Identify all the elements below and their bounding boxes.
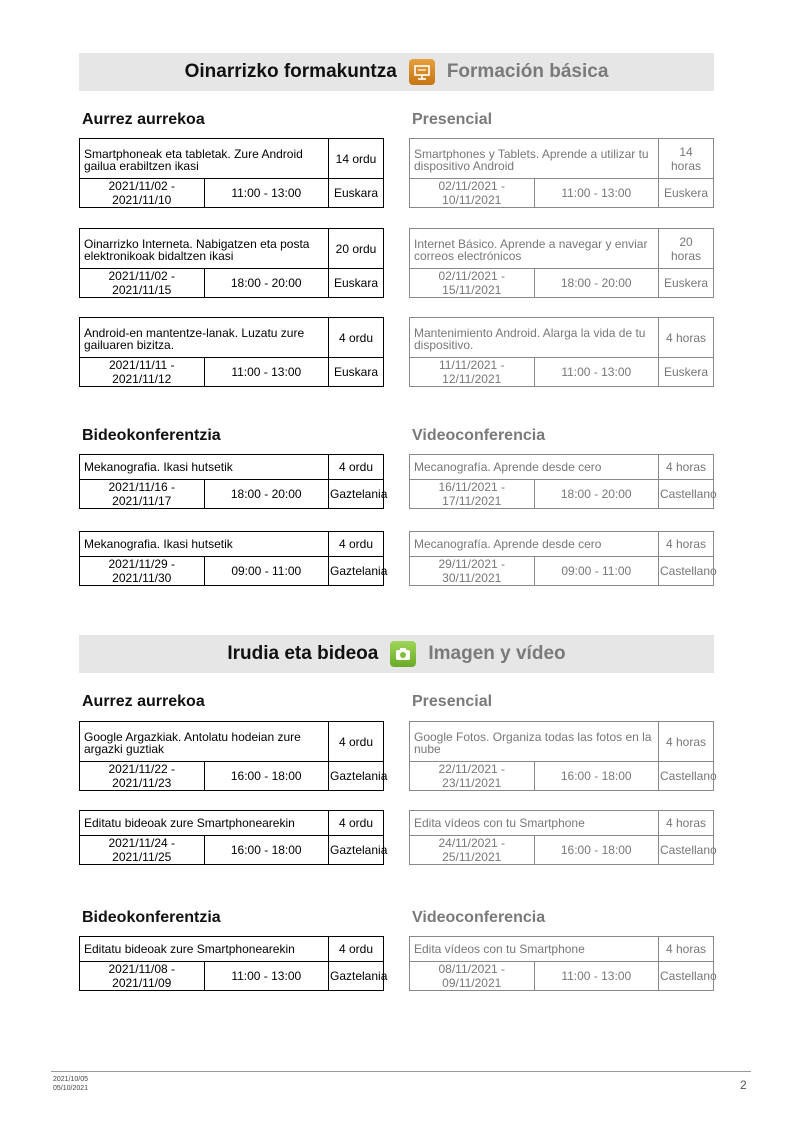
course-title: Mekanografia. Ikasi hutsetik <box>80 455 329 480</box>
course-hours: 4 horas <box>659 937 714 962</box>
section-header-image-video <box>79 635 714 673</box>
course-dates: 2021/11/02 - 2021/11/10 <box>80 179 205 208</box>
course-time: 16:00 - 18:00 <box>534 762 659 791</box>
course-language: Castellano <box>659 480 714 509</box>
course-language: Euskera <box>659 179 714 208</box>
course-title: Mantenimiento Android. Alarga la vida de tu dispositivo. <box>410 318 659 358</box>
course-hours: 4 horas <box>659 532 714 557</box>
footer-date-es: 05/10/2021 <box>53 1085 89 1092</box>
course-dates: 02/11/2021 - 10/11/2021 <box>410 179 535 208</box>
course-dates: 24/11/2021 - 25/11/2021 <box>410 836 535 865</box>
course-language: Euskera <box>659 358 714 387</box>
course-title: Oinarrizko Interneta. Nabigatzen eta posta elektronikoak bidaltzen ikasi <box>80 229 329 269</box>
course-time: 11:00 - 13:00 <box>204 358 329 387</box>
course-language: Castellano <box>659 762 714 791</box>
course-time: 18:00 - 20:00 <box>204 480 329 509</box>
course-table-es <box>409 531 717 586</box>
course-time: 18:00 - 20:00 <box>204 269 329 298</box>
course-dates: 2021/11/02 - 2021/11/15 <box>80 269 205 298</box>
section-title-es: Formación básica <box>446 61 609 82</box>
course-time: 11:00 - 13:00 <box>204 179 329 208</box>
course-table-es <box>409 721 717 791</box>
course-hours: 14 horas <box>659 139 714 179</box>
course-time: 09:00 - 11:00 <box>204 557 329 586</box>
course-dates: 2021/11/22 - 2021/11/23 <box>80 762 205 791</box>
group-label-es: Videoconferencia <box>412 427 546 444</box>
course-dates: 2021/11/16 - 2021/11/17 <box>80 480 205 509</box>
course-language: Gaztelania <box>329 836 384 865</box>
course-table-eu <box>79 721 388 791</box>
course-title: Edita vídeos con tu Smartphone <box>410 937 659 962</box>
course-table-es <box>409 810 717 865</box>
course-time: 18:00 - 20:00 <box>534 480 659 509</box>
course-dates: 29/11/2021 - 30/11/2021 <box>410 557 535 586</box>
course-title: Editatu bideoak zure Smartphonearekin <box>80 811 329 836</box>
course-time: 18:00 - 20:00 <box>534 269 659 298</box>
course-title: Smartphones y Tablets. Aprende a utilizar tu dispositivo Android <box>410 139 659 179</box>
group-label-eu: Aurrez aurrekoa <box>82 693 205 710</box>
page-number: 2 <box>740 1078 747 1092</box>
section-header-basic-training <box>79 53 714 91</box>
course-language: Euskara <box>329 358 384 387</box>
course-language: Euskara <box>329 179 384 208</box>
course-hours: 4 ordu <box>329 811 384 836</box>
presentation-board-icon <box>409 59 435 85</box>
course-time: 11:00 - 13:00 <box>534 179 659 208</box>
course-hours: 4 ordu <box>329 455 384 480</box>
course-table-eu <box>79 138 384 208</box>
group-label-es: Videoconferencia <box>412 909 546 926</box>
group-label-eu: Aurrez aurrekoa <box>82 111 205 128</box>
group-label-eu: Bideokonferentzia <box>82 427 221 444</box>
course-hours: 4 ordu <box>329 722 384 762</box>
course-time: 11:00 - 13:00 <box>534 962 659 991</box>
course-title: Internet Básico. Aprende a navegar y enviar correos electrónicos <box>410 229 659 269</box>
course-time: 16:00 - 18:00 <box>534 836 659 865</box>
course-hours: 4 ordu <box>329 532 384 557</box>
course-language: Euskera <box>659 269 714 298</box>
course-hours: 4 horas <box>659 722 714 762</box>
course-title: Mekanografia. Ikasi hutsetik <box>80 532 329 557</box>
course-language: Castellano <box>659 962 714 991</box>
course-title: Smartphoneak eta tabletak. Zure Android gailua erabiltzen ikasi <box>80 139 329 179</box>
course-time: 11:00 - 13:00 <box>204 962 329 991</box>
course-table-eu <box>79 936 388 991</box>
course-hours: 20 ordu <box>329 229 384 269</box>
course-dates: 11/11/2021 - 12/11/2021 <box>410 358 535 387</box>
course-language: Gaztelania <box>329 762 384 791</box>
course-table-eu <box>79 454 388 509</box>
course-dates: 08/11/2021 - 09/11/2021 <box>410 962 535 991</box>
course-table-es <box>409 228 714 298</box>
course-dates: 22/11/2021 - 23/11/2021 <box>410 762 535 791</box>
course-time: 09:00 - 11:00 <box>534 557 659 586</box>
group-label-es: Presencial <box>412 693 493 710</box>
course-hours: 4 horas <box>659 318 714 358</box>
course-title: Mecanografía. Aprende desde cero <box>410 532 659 557</box>
course-title: Edita vídeos con tu Smartphone <box>410 811 659 836</box>
course-language: Castellano <box>659 557 714 586</box>
course-hours: 4 horas <box>659 455 714 480</box>
course-dates: 16/11/2021 - 17/11/2021 <box>410 480 535 509</box>
section-title-eu: Oinarrizko formakuntza <box>184 61 397 82</box>
course-dates: 2021/11/11 - 2021/11/12 <box>80 358 205 387</box>
course-table-eu <box>79 317 384 387</box>
course-dates: 2021/11/29 - 2021/11/30 <box>80 557 205 586</box>
course-table-eu <box>79 531 388 586</box>
course-language: Euskara <box>329 269 384 298</box>
course-time: 11:00 - 13:00 <box>534 358 659 387</box>
course-time: 16:00 - 18:00 <box>204 836 329 865</box>
group-label-eu: Bideokonferentzia <box>82 909 221 926</box>
course-hours: 4 horas <box>659 811 714 836</box>
course-table-eu <box>79 228 384 298</box>
course-dates: 2021/11/24 - 2021/11/25 <box>80 836 205 865</box>
course-table-es <box>409 454 717 509</box>
course-table-es <box>409 138 714 208</box>
course-hours: 4 ordu <box>329 318 384 358</box>
course-language: Gaztelania <box>329 480 384 509</box>
course-time: 16:00 - 18:00 <box>204 762 329 791</box>
course-dates: 2021/11/08 - 2021/11/09 <box>80 962 205 991</box>
course-title: Android-en mantentze-lanak. Luzatu zure gailuaren bizitza. <box>80 318 329 358</box>
course-table-es <box>409 936 717 991</box>
course-table-es <box>409 317 714 387</box>
course-title: Google Argazkiak. Antolatu hodeian zure argazki guztiak <box>80 722 329 762</box>
course-hours: 20 horas <box>659 229 714 269</box>
course-language: Castellano <box>659 836 714 865</box>
course-dates: 02/11/2021 - 15/11/2021 <box>410 269 535 298</box>
group-label-es: Presencial <box>412 111 493 128</box>
course-title: Google Fotos. Organiza todas las fotos en la nube <box>410 722 659 762</box>
section-title-eu: Irudia eta bideoa <box>227 643 379 664</box>
section-title-es: Imagen y vídeo <box>428 643 566 664</box>
course-title: Editatu bideoak zure Smartphonearekin <box>80 937 329 962</box>
camera-icon <box>390 641 416 667</box>
course-hours: 4 ordu <box>329 937 384 962</box>
course-title: Mecanografía. Aprende desde cero <box>410 455 659 480</box>
course-table-eu <box>79 810 388 865</box>
footer-date-eu: 2021/10/05 <box>53 1076 89 1083</box>
footer-divider <box>51 1071 751 1072</box>
course-hours: 14 ordu <box>329 139 384 179</box>
course-language: Gaztelania <box>329 557 384 586</box>
course-language: Gaztelania <box>329 962 384 991</box>
